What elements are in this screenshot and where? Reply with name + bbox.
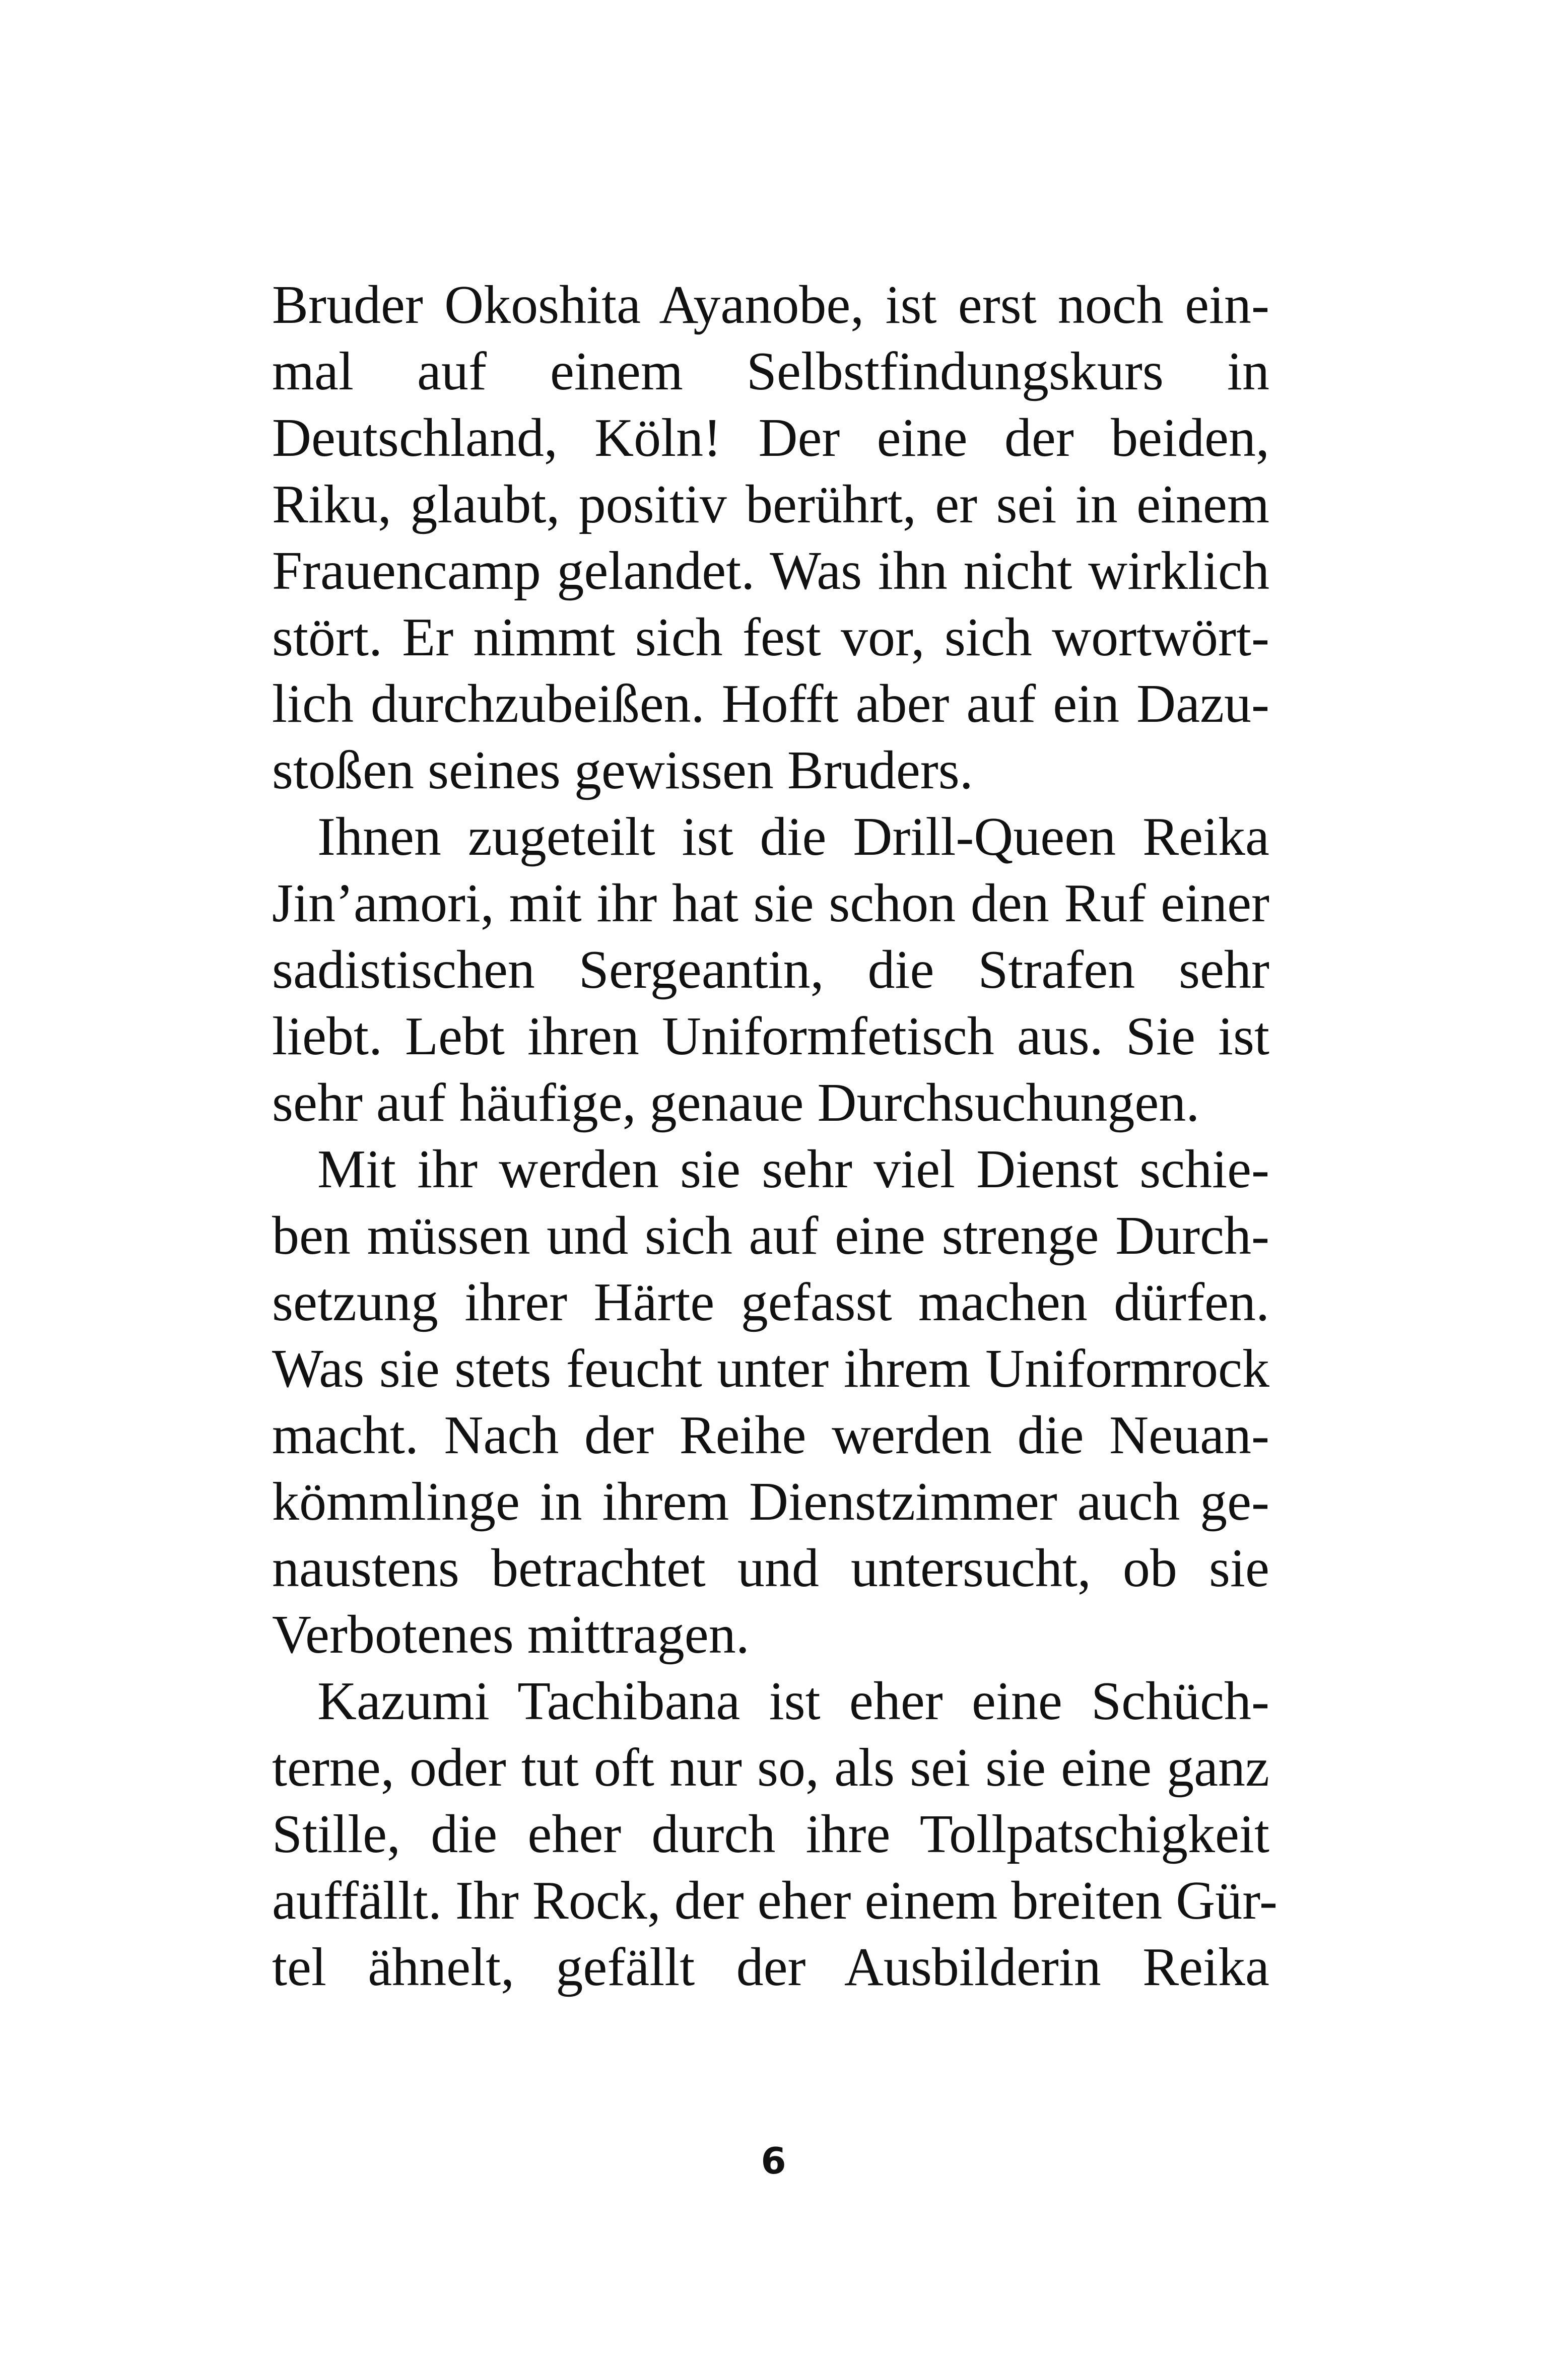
- text-line: Bruder Okoshita Ayanobe, ist erst noch ein-: [272, 275, 1269, 335]
- text-line: naustens betrachtet und untersucht, ob sie: [272, 1538, 1269, 1598]
- text-line: Verbotenes mittragen.: [272, 1605, 750, 1665]
- paragraph: [272, 1668, 1277, 2001]
- text-line: sadistischen Sergeantin, die Strafen sehr: [272, 940, 1269, 1000]
- text-line: auffällt. Ihr Rock, der eher einem breiten Gür-: [272, 1871, 1277, 1931]
- page-number: 6: [761, 2140, 786, 2182]
- text-line: Deutschland, Köln! Der eine der beiden,: [272, 408, 1269, 468]
- text-line: Was sie stets feucht unter ihrem Uniformrock: [272, 1339, 1269, 1399]
- paragraph: [272, 272, 1269, 804]
- body-text: [272, 272, 1277, 2001]
- text-line: Frauencamp gelandet. Was ihn nicht wirklich: [272, 541, 1269, 601]
- text-line: Kazumi Tachibana ist eher eine Schüch-: [317, 1671, 1269, 1731]
- text-line: tel ähnelt, gefällt der Ausbilderin Reika: [272, 1937, 1269, 1997]
- text-line: Riku, glaubt, positiv berührt, er sei in einem: [272, 474, 1269, 534]
- paragraph: [272, 804, 1269, 1136]
- text-line: Stille, die eher durch ihre Tollpatschigkeit: [272, 1804, 1269, 1864]
- text-line: setzung ihrer Härte gefasst machen dürfen.: [272, 1272, 1269, 1332]
- text-line: stört. Er nimmt sich fest vor, sich wortwört-: [272, 607, 1269, 667]
- text-line: stoßen seines gewissen Bruders.: [272, 740, 973, 800]
- text-line: terne, oder tut oft nur so, als sei sie eine ganz: [272, 1738, 1269, 1798]
- text-line: macht. Nach der Reihe werden die Neuan-: [272, 1405, 1269, 1465]
- text-line: kömmlinge in ihrem Dienstzimmer auch ge-: [272, 1472, 1269, 1532]
- text-line: ben müssen und sich auf eine strenge Durch-: [272, 1206, 1269, 1266]
- text-line: mal auf einem Selbstfindungskurs in: [272, 342, 1269, 401]
- text-line: liebt. Lebt ihren Uniformfetisch aus. Sie ist: [272, 1006, 1269, 1066]
- text-line: Jin’amori, mit ihr hat sie schon den Ruf einer: [272, 873, 1269, 933]
- text-line: Ihnen zugeteilt ist die Drill-Queen Reika: [317, 807, 1269, 867]
- text-line: sehr auf häufige, genaue Durchsuchungen.: [272, 1073, 1200, 1133]
- text-line: lich durchzubeißen. Hofft aber auf ein Dazu-: [272, 674, 1269, 734]
- paragraph: [272, 1136, 1269, 1668]
- text-line: Mit ihr werden sie sehr viel Dienst schie-: [317, 1139, 1269, 1199]
